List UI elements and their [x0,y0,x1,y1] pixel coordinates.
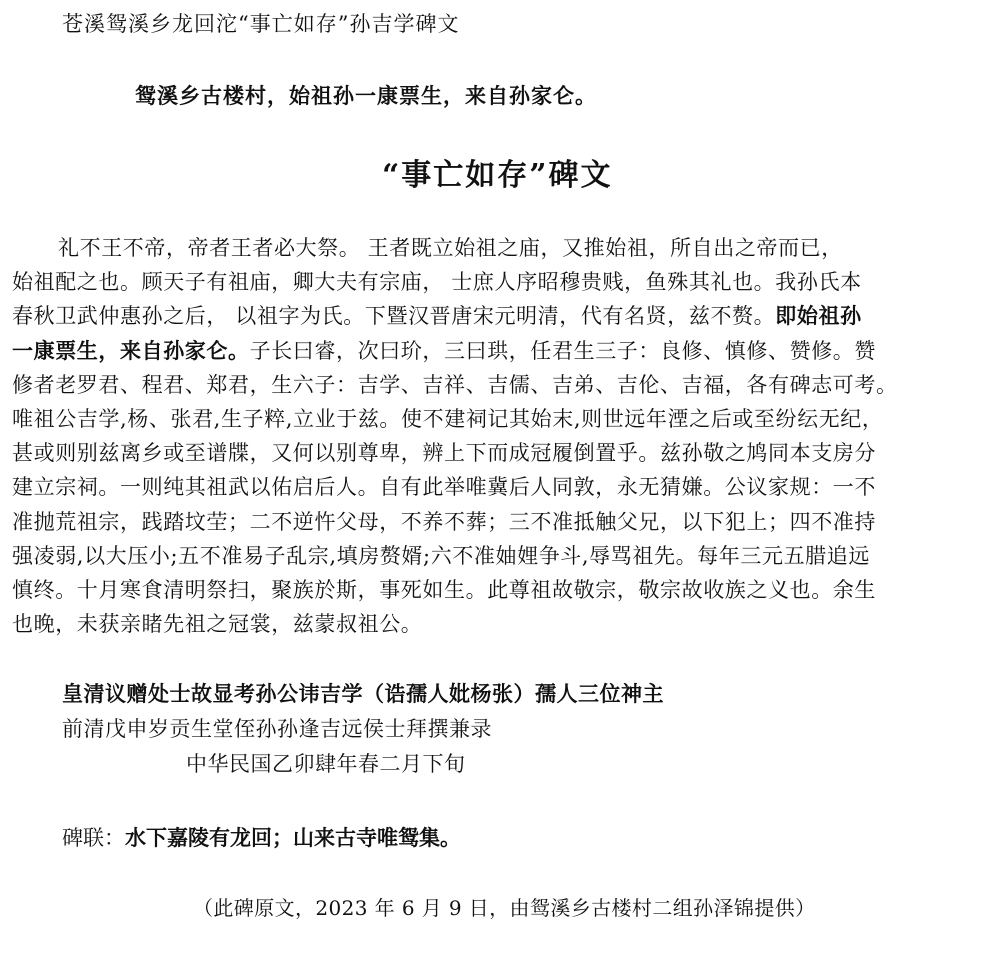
body-line: 建立宗祠。一则纯其祖武以佑启后人。自有此举唯冀后人同敦，永无猜嫌。公议家规：一不 [12,475,876,500]
body-text-segment: 子长曰睿，次曰玠，三曰珙，任君生三子：良修、慎修、赞修。赞 [249,338,877,363]
body-emphasis: 即始祖孙 [775,303,862,329]
body-line [12,299,988,333]
body-line: 礼不王不帝，帝者王者必大祭。 王者既立始祖之庙，又推始祖，所自出之帝而已， [58,236,843,260]
stele-title: “事亡如存”碑文 [382,158,613,193]
date-line: 中华民国乙卯肆年春二月下旬 [186,752,466,776]
body-line: 修者老罗君、程君、郑君，生六子：吉学、吉祥、吉儒、吉弟、吉伦、吉福，各有碑志可考。 [12,372,898,397]
document-heading: 苍溪鸳溪乡龙回沱“事亡如存”孙吉学碑文 [62,12,460,36]
body-line: 甚或则别兹离乡或至谱牒，又何以别尊卑，辨上下而成冠履倒置乎。兹孙敬之鸠同本支房分 [12,441,876,466]
body-line [12,334,988,368]
stele-couplet [62,822,461,852]
author-line: 前清戊申岁贡生堂侄孙孙逢吉远侯士拜撰兼录 [62,717,492,741]
body-text-segment: 春秋卫武仲惠孙之后， 以祖字为氏。下暨汉晋唐宋元明清，代有名贤，兹不赘。 [12,304,776,329]
ancestry-subtitle: 鸳溪乡古楼村，始祖孙一康票生，来自孙家仑。 [135,83,597,108]
body-line: 也晚，未获亲睹先祖之冠裳，兹蒙叔祖公。 [12,612,423,637]
body-line: 慎终。十月寒食清明祭扫，聚族於斯，事死如生。此尊祖故敬宗，敬宗故收族之义也。余生 [12,577,876,602]
body-emphasis: 一康票生，来自孙家仑。 [12,337,250,363]
body-line: 准抛荒祖宗，践踏坟茔；二不逆忤父母，不养不葬；三不准抵触父兄，以下犯上；四不准持 [12,509,876,534]
body-line: 强凌弱,以大压小;五不准易子乱宗,填房赘婿;六不准妯娌争斗,辱骂祖先。每年三元五腊追远 [12,543,870,568]
body-line: 唯祖公吉学,杨、张君,生子粹,立业于兹。使不建祠记其始末,则世远年湮之后或至纷纭无纪， [12,406,884,431]
couplet-text: 水下嘉陵有龙回；山来古寺唯鸳集。 [125,825,461,850]
source-note: （此碑原文，2023 年 6 月 9 日，由鸳溪乡古楼村二组孙泽锦提供） [193,896,816,920]
body-line: 始祖配之也。顾天子有祖庙，卿大夫有宗庙， 士庶人序昭穆贵贱，鱼殊其礼也。我孙氏本 [12,270,862,295]
couplet-label: 碑联： [62,826,125,850]
stele-body-text [12,231,988,641]
memorial-tablet-line: 皇清议赠处士故显考孙公讳吉学（诰孺人妣杨张）孺人三位神主 [62,681,664,706]
